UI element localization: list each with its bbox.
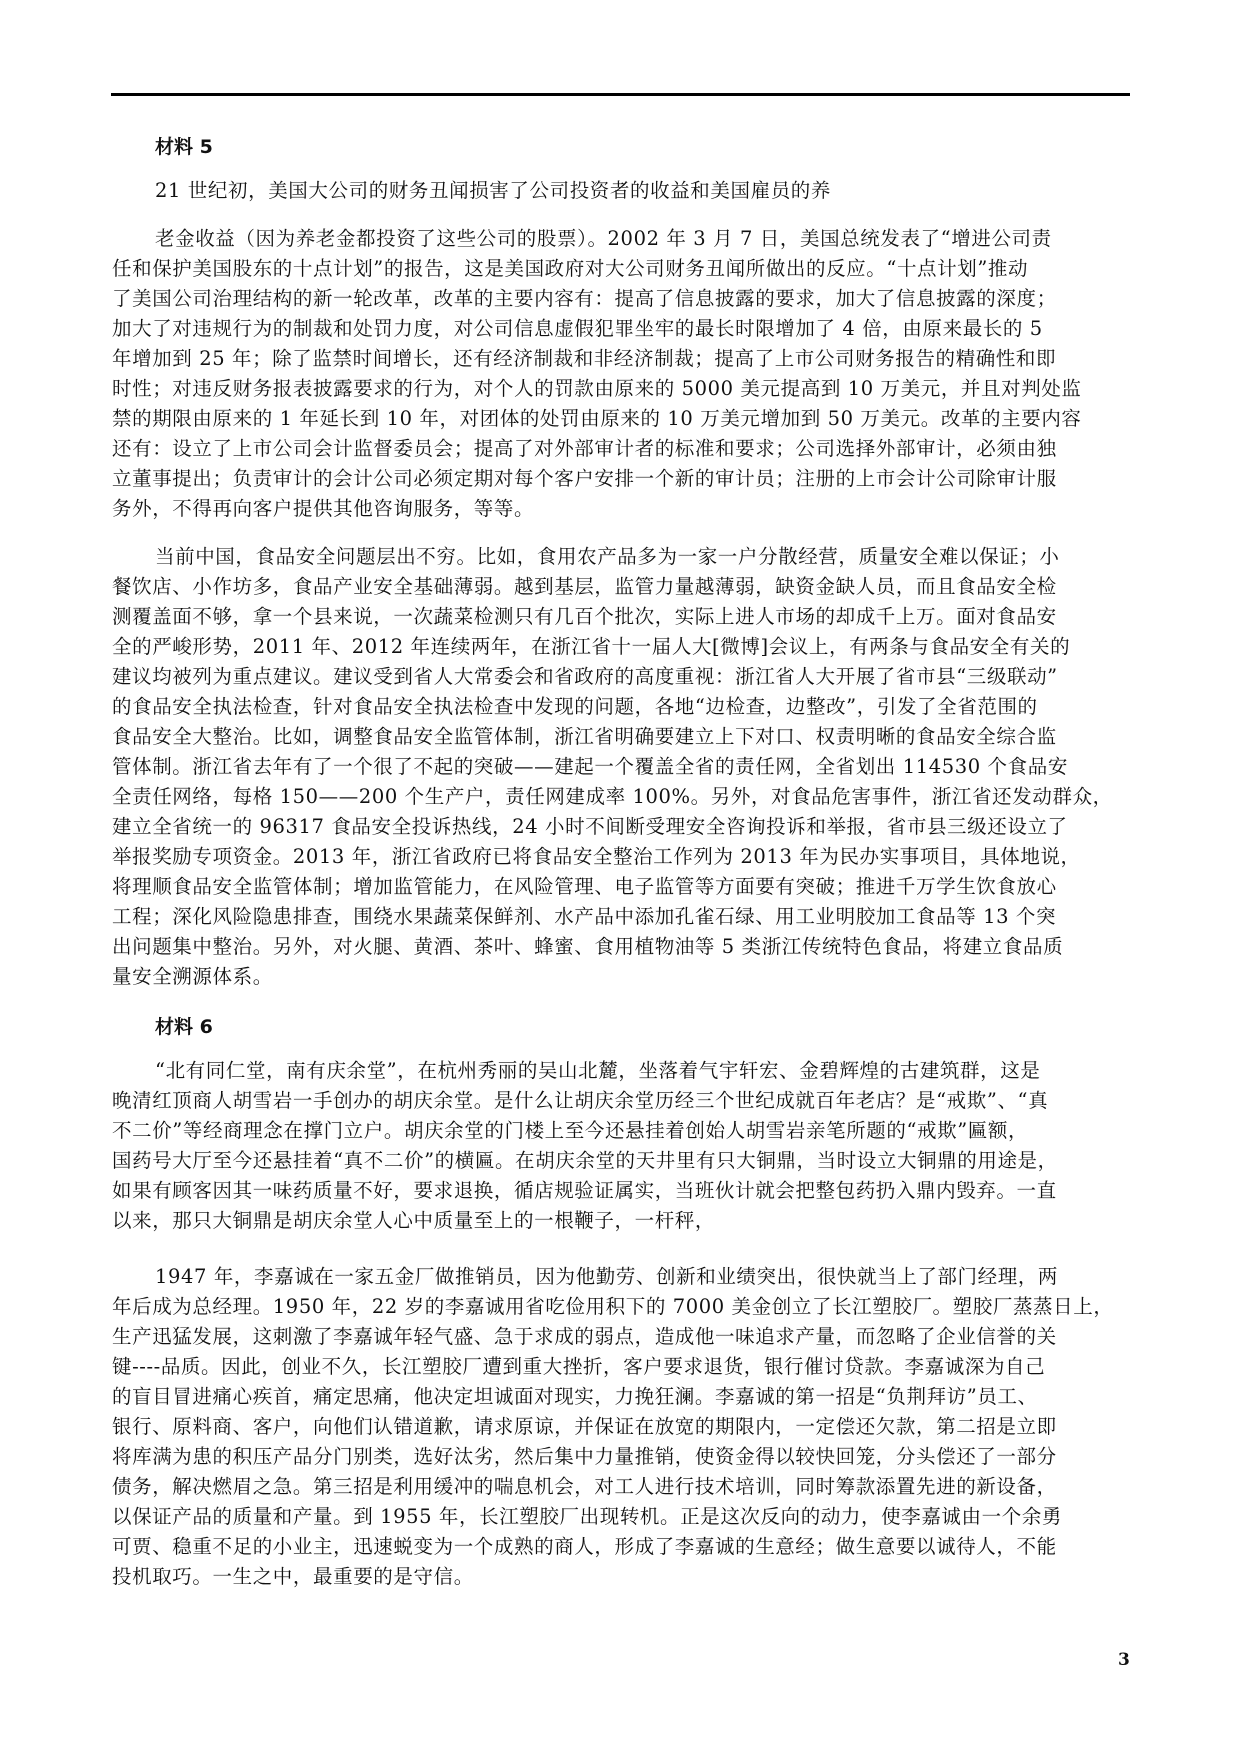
text-line: 禁的期限由原来的 1 年延长到 10 年，对团体的处罚由原来的 10 万美元增加到 50 万美元。改革的主要内容 — [112, 407, 1082, 430]
text-line: 投机取巧。一生之中，最重要的是守信。 — [112, 1565, 474, 1588]
text-line: 如果有顾客因其一味药质量不好，要求退换，循店规验证属实，当班伙计就会把整包药扔入鼎内毁弃。一直 — [112, 1179, 1057, 1202]
text-line: 建立全省统一的 96317 食品安全投诉热线，24 小时不间断受理安全咨询投诉和举报，省市县三级还设立了 — [112, 815, 1068, 838]
text-line: 老金收益（因为养老金都投资了这些公司的股票）。2002 年 3 月 7 日，美国总统发表了“增进公司责 — [155, 227, 1052, 250]
text-line: 债务，解决燃眉之急。第三招是利用缓冲的喘息机会，对工人进行技术培训，同时筹款添置先进的新设备， — [112, 1475, 1057, 1498]
text-line: 国药号大厅至今还悬挂着“真不二价”的横匾。在胡庆余堂的天井里有只大铜鼎，当时设立大铜鼎的用途是， — [112, 1149, 1058, 1172]
page-number: 3 — [1118, 1650, 1130, 1670]
text-line: 的食品安全执法检查，针对食品安全执法检查中发现的问题，各地“边检查，边整改”，引发了全省范围的 — [112, 695, 1038, 718]
text-line: 还有：设立了上市公司会计监督委员会；提高了对外部审计者的标准和要求；公司选择外部审计，必须由独 — [112, 437, 1057, 460]
text-line: 食品安全大整治。比如，调整食品安全监管体制，浙江省明确要建立上下对口、权责明晰的食品安全综合监 — [112, 725, 1057, 748]
text-line: 加大了对违规行为的制裁和处罚力度，对公司信息虚假犯罪坐牢的最长时限增加了 4 倍，由原来最长的 5 — [112, 317, 1043, 340]
paragraph — [112, 1056, 1132, 1236]
text-line: 量安全溯源体系。 — [112, 965, 273, 988]
text-line: 建议均被列为重点建议。建议受到省人大常委会和省政府的高度重视：浙江省人大开展了省市县“三级联动” — [112, 665, 1058, 688]
text-line: 立董事提出；负责审计的会计公司必须定期对每个客户安排一个新的审计员；注册的上市会计公司除审计服 — [112, 467, 1057, 490]
paragraph — [112, 542, 1132, 992]
text-line: 年后成为总经理。1950 年，22 岁的李嘉诚用省吃俭用积下的 7000 美金创立了长江塑胶厂。塑胶厂蒸蒸日上， — [112, 1295, 1114, 1318]
text-line: 餐饮店、小作坊多，食品产业安全基础薄弱。越到基层，监管力量越薄弱，缺资金缺人员，而且食品安全检 — [112, 575, 1057, 598]
text-line: 管体制。浙江省去年有了一个很了不起的突破——建起一个覆盖全省的责任网，全省划出 114530 个食品安 — [112, 755, 1068, 778]
text-line: 全的严峻形势，2011 年、2012 年连续两年，在浙江省十一届人大[微博]会议上，有两条与食品安全有关的 — [112, 635, 1071, 658]
text-line: 21 世纪初，美国大公司的财务丑闻损害了公司投资者的收益和美国雇员的养 — [155, 179, 832, 202]
text-line: 工程；深化风险隐患排查，围绕水果蔬菜保鲜剂、水产品中添加孔雀石绿、用工业明胶加工食品等 13 个突 — [112, 905, 1057, 928]
text-line: 年增加到 25 年；除了监禁时间增长，还有经济制裁和非经济制裁；提高了上市公司财务报告的精确性和即 — [112, 347, 1057, 370]
text-line: 的盲目冒进痛心疾首，痛定思痛，他决定坦诚面对现实，力挽狂澜。李嘉诚的第一招是“负荆拜访”员工、 — [112, 1385, 1038, 1408]
text-line: 将库满为患的积压产品分门别类，选好汰劣，然后集中力量推销，使资金得以较快回笼，分头偿还了一部分 — [112, 1445, 1057, 1468]
text-line: 将理顺食品安全监管体制；增加监管能力，在风险管理、电子监管等方面要有突破；推进千万学生饮食放心 — [112, 875, 1057, 898]
text-line: 当前中国，食品安全问题层出不穷。比如，食用农产品多为一家一户分散经营，质量安全难以保证；小 — [155, 545, 1060, 568]
text-line: 键----品质。因此，创业不久，长江塑胶厂遭到重大挫折，客户要求退货，银行催讨贷款。李嘉诚深为自己 — [112, 1355, 1046, 1378]
text-line: 晚清红顶商人胡雪岩一手创办的胡庆余堂。是什么让胡庆余堂历经三个世纪成就百年老店？是“戒欺”、“真 — [112, 1089, 1049, 1112]
text-line: 出问题集中整治。另外，对火腿、黄酒、茶叶、蜂蜜、食用植物油等 5 类浙江传统特色食品，将建立食品质 — [112, 935, 1064, 958]
section-heading-material-5: 材料 5 — [155, 136, 213, 158]
text-line: 了美国公司治理结构的新一轮改革，改革的主要内容有：提高了信息披露的要求，加大了信息披露的深度； — [112, 287, 1057, 310]
paragraph — [112, 224, 1132, 524]
header-rule — [111, 93, 1130, 96]
paragraph — [112, 176, 1132, 206]
text-line: 不二价”等经商理念在撑门立户。胡庆余堂的门楼上至今还悬挂着创始人胡雪岩亲笔所题的“戒欺”匾额， — [112, 1119, 1029, 1142]
paragraph — [112, 1262, 1132, 1592]
document-body — [112, 120, 1132, 1592]
text-line: 务外，不得再向客户提供其他咨询服务，等等。 — [112, 497, 535, 520]
text-line: 以来，那只大铜鼎是胡庆余堂人心中质量至上的一根鞭子，一杆秤， — [112, 1209, 716, 1232]
text-line: 可贾、稳重不足的小业主，迅速蜕变为一个成熟的商人，形成了李嘉诚的生意经；做生意要以诚待人，不能 — [112, 1535, 1057, 1558]
text-line: 生产迅猛发展，这刺激了李嘉诚年轻气盛、急于求成的弱点，造成他一味追求产量，而忽略了企业信誉的关 — [112, 1325, 1057, 1348]
text-line: 银行、原料商、客户，向他们认错道歉，请求原谅，并保证在放宽的期限内，一定偿还欠款，第二招是立即 — [112, 1415, 1057, 1438]
text-line: 测覆盖面不够，拿一个县来说，一次蔬菜检测只有几百个批次，实际上进人市场的却成千上万。面对食品安 — [112, 605, 1057, 628]
text-line: 1947 年，李嘉诚在一家五金厂做推销员，因为他勤劳、创新和业绩突出，很快就当上了部门经理，两 — [155, 1265, 1059, 1288]
text-line: 时性；对违反财务报表披露要求的行为，对个人的罚款由原来的 5000 美元提高到 10 万美元，并且对判处监 — [112, 377, 1082, 400]
text-line: “北有同仁堂，南有庆余堂”，在杭州秀丽的吴山北麓，坐落着气宇轩宏、金碧辉煌的古建筑群，这是 — [155, 1059, 1041, 1082]
section-heading-material-6: 材料 6 — [155, 1016, 213, 1038]
text-line: 全责任网络，每格 150——200 个生产户，责任网建成率 100%。另外，对食品危害事件，浙江省还发动群众， — [112, 785, 1113, 808]
text-line: 以保证产品的质量和产量。到 1955 年，长江塑胶厂出现转机。正是这次反向的动力，使李嘉诚由一个余勇 — [112, 1505, 1063, 1528]
text-line: 任和保护美国股东的十点计划”的报告，这是美国政府对大公司财务丑闻所做出的反应。“十点计划”推动 — [112, 257, 1029, 280]
text-line: 举报奖励专项资金。2013 年，浙江省政府已将食品安全整治工作列为 2013 年为民办实事项目，具体地说， — [112, 845, 1081, 868]
